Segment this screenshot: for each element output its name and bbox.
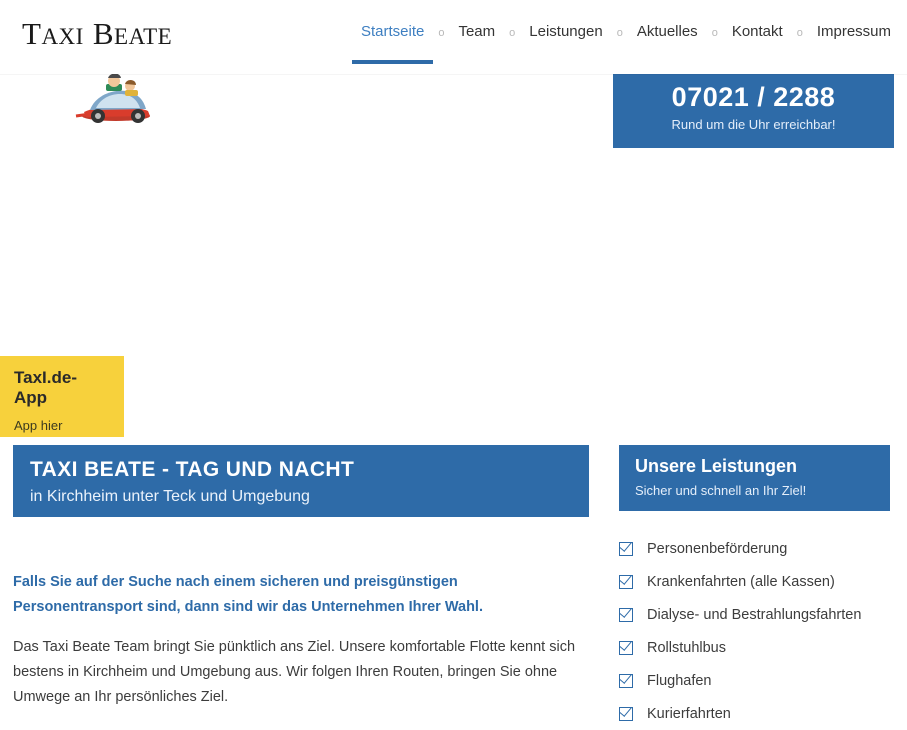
app-badge-title: TaxI.de-App: [14, 368, 77, 407]
services-list: [619, 532, 904, 730]
nav-item-team[interactable]: Team: [458, 23, 496, 40]
site-header: [0, 0, 907, 74]
logo-text-beate: BEATE: [92, 16, 173, 51]
page-subtitle: in Kirchheim unter Teck und Umgebung: [30, 488, 310, 505]
nav-separator: o: [616, 27, 623, 39]
site-logo[interactable]: [22, 16, 172, 52]
nav-separator: o: [509, 27, 516, 39]
service-label: Dialyse- und Bestrahlungsfahrten: [647, 606, 862, 623]
phone-number[interactable]: 07021 / 2288: [671, 82, 836, 112]
list-item[interactable]: [619, 532, 904, 565]
intro-body-text: Das Taxi Beate Team bringt Sie pünktlich ans Ziel. Unsere komfortable Flotte kennt sich bestens in Kirchheim und Umgebung aus. Wir folgen Ihren Routen, bringen Sie ohne Umwege an Ihr persönliches Ziel.: [13, 638, 576, 705]
check-icon: [619, 641, 633, 655]
service-label: Rollstuhlbus: [647, 639, 726, 656]
list-item[interactable]: [619, 598, 904, 631]
list-item[interactable]: [619, 664, 904, 697]
nav-separator: o: [796, 27, 803, 39]
nav-item-leistungen[interactable]: Leistungen: [529, 23, 603, 40]
list-item[interactable]: [619, 565, 904, 598]
nav-separator: o: [711, 27, 718, 39]
service-label: Krankenfahrten (alle Kassen): [647, 573, 835, 590]
page-title: TAXI BEATE - TAG UND NACHT: [30, 458, 355, 481]
main-content: [0, 437, 907, 722]
service-label: Personenbeförderung: [647, 540, 788, 557]
hero-slider: [0, 74, 907, 437]
logo-text-taxi: TAXI: [22, 16, 84, 51]
app-badge-subtitle: App hier: [14, 418, 63, 434]
phone-subtitle: Rund um die Uhr erreichbar!: [671, 117, 836, 133]
taxi-cartoon-icon: [70, 74, 158, 126]
services-subtitle: Sicher und schnell an Ihr Ziel!: [635, 483, 807, 498]
nav-separator: o: [438, 27, 445, 39]
check-icon: [619, 707, 633, 721]
intro-lead-text: Falls Sie auf der Suche nach einem sicheren und preisgünstigen Personentransport sind, dann sind wir das Unternehmen Ihrer Wahl.: [13, 573, 483, 615]
service-label: Flughafen: [647, 672, 712, 689]
phone-callout[interactable]: [613, 74, 894, 148]
service-label: Kurierfahrten: [647, 705, 731, 722]
app-badge[interactable]: [0, 356, 124, 437]
check-icon: [619, 542, 633, 556]
nav-item-kontakt[interactable]: Kontakt: [731, 23, 783, 40]
check-icon: [619, 674, 633, 688]
page-title-banner: [13, 445, 589, 517]
nav-item-aktuelles[interactable]: Aktuelles: [636, 23, 698, 40]
check-icon: [619, 575, 633, 589]
list-item[interactable]: [619, 697, 904, 730]
main-navigation: [361, 0, 907, 74]
list-item[interactable]: [619, 631, 904, 664]
services-title: Unsere Leistungen: [635, 456, 798, 476]
nav-item-impressum[interactable]: Impressum: [816, 23, 891, 40]
nav-item-startseite[interactable]: Startseite: [361, 23, 424, 64]
check-icon: [619, 608, 633, 622]
services-header-box: [619, 445, 890, 511]
